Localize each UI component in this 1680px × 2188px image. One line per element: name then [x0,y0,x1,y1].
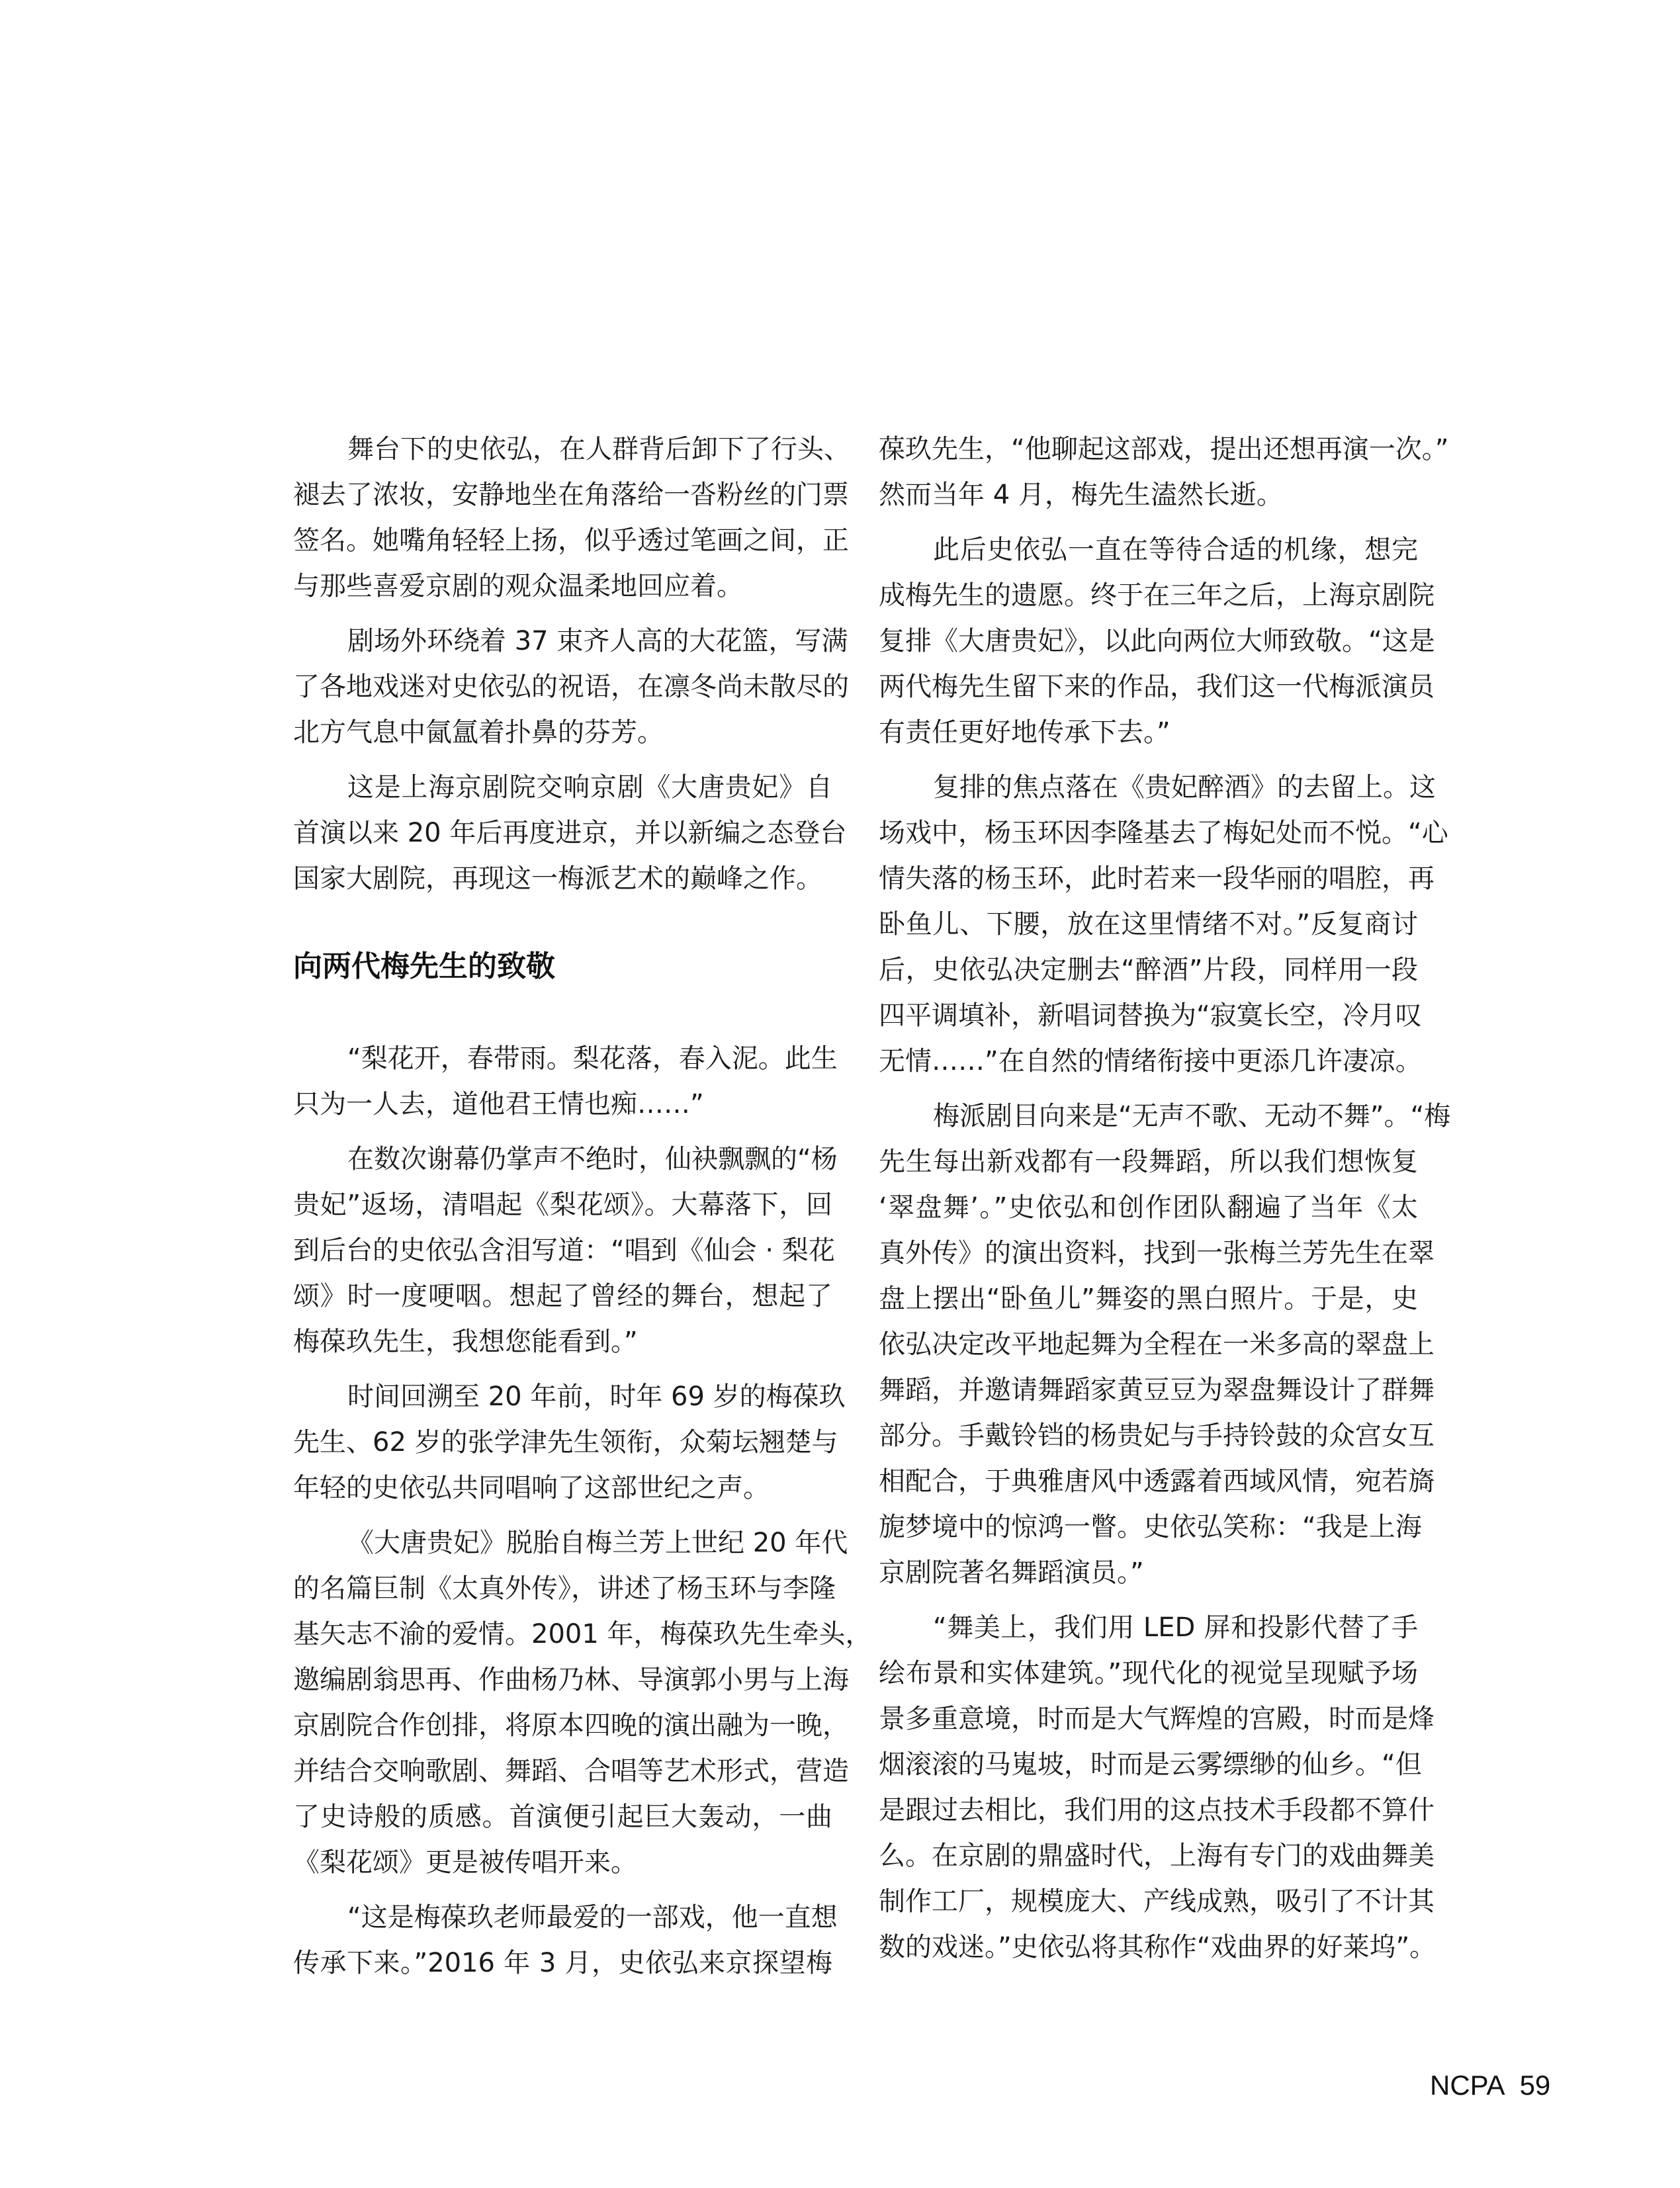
text-line: 有责任更好地传承下去。” [879,717,1171,748]
text-line: 真外传》的演出资料，找到一张梅兰芳先生在翠 [879,1238,1435,1268]
paragraph [293,1137,838,1365]
text-line: “舞美上，我们用 LED 屏和投影代替了手 [933,1612,1418,1643]
text-line: 景多重意境，时而是大气辉煌的宫殿，时而是烽 [879,1704,1435,1734]
page-number: 59 [1519,2070,1551,2101]
text-line: 在数次谢幕仍掌声不绝时，仙袂飘飘的“杨 [347,1144,838,1174]
text-line: 签名。她嘴角轻轻上扬，似乎透过笔画之间，正 [293,525,849,556]
paragraph [879,765,1448,1084]
text-line: 并结合交响歌剧、舞蹈、合唱等艺术形式，营造 [293,1756,849,1786]
text-line: 依弘决定改平地起舞为全程在一米多高的翠盘上 [879,1329,1435,1360]
text-line: 葆玖先生，“他聊起这部戏，提出还想再演一次。” [879,434,1449,464]
text-line: 舞蹈，并邀请舞蹈家黄豆豆为翠盘舞设计了群舞 [879,1375,1435,1405]
text-line: 邀编剧翁思再、作曲杨乃林、导演郭小男与上海 [293,1665,849,1695]
section-heading: 向两代梅先生的致敬 [293,949,555,983]
text-line: 剧场外环绕着 37 束齐人高的大花篮，写满 [347,626,848,656]
text-line: 京剧院合作创排，将原本四晚的演出融为一晚， [293,1710,849,1741]
paragraph [293,427,850,609]
text-line: 卧鱼儿、下腰，放在这里情绪不对。”反复商讨 [879,909,1418,940]
text-line: 相配合，于典雅唐风中透露着西域风情，宛若旖 [879,1466,1435,1497]
text-line: 只为一人去，道他君王情也痴……” [293,1089,704,1119]
text-line: 先生、62 岁的张学津先生领衔，众菊坛翘楚与 [293,1427,838,1458]
paragraph [879,527,1435,756]
text-line: 《梨花颂》更是被传唱开来。 [293,1847,637,1878]
paragraph [293,1374,846,1511]
text-line: 然而当年 4 月，梅先生溘然长逝。 [879,480,1283,510]
page-footer [1430,2070,1550,2101]
text-line: 后，史依弘决定删去“醉酒”片段，同样用一段 [879,955,1418,985]
paragraph [293,1895,838,1986]
text-line: 制作工厂，规模庞大、产线成熟，吸引了不计其 [879,1886,1435,1917]
text-line: 部分。手戴铃铛的杨贵妃与手持铃鼓的众宫女互 [879,1421,1435,1451]
text-line: 先生每出新戏都有一段舞蹈，所以我们想恢复 [879,1147,1418,1177]
paragraph [293,619,849,756]
text-line: 北方气息中氤氲着扑鼻的芬芳。 [293,717,664,748]
text-line: “梨花开，春带雨。梨花落，春入泥。此生 [347,1043,838,1074]
text-line: 两代梅先生留下来的作品，我们这一代梅派演员 [879,672,1435,702]
paragraph [879,427,1449,518]
text-line: 绘布景和实体建筑。”现代化的视觉呈现赋予场 [879,1658,1418,1688]
text-line: 了各地戏迷对史依弘的祝语，在凛冬尚未散尽的 [293,672,849,702]
text-line: 基矢志不渝的爱情。2001 年，梅葆玖先生牵头， [293,1619,872,1649]
text-line: 首演以来 20 年后再度进京，并以新编之态登台 [293,818,847,848]
text-line: 舞台下的史依弘，在人群背后卸下了行头、 [347,434,850,464]
paragraph [293,1036,838,1127]
text-line: 这是上海京剧院交响京剧《大唐贵妃》自 [347,772,832,803]
paragraph [293,765,847,902]
text-line: 褪去了浓妆，安静地坐在角落给一沓粉丝的门票 [293,480,849,510]
text-line: 四平调填补，新唱词替换为“寂寞长空，冷月叹 [879,1000,1422,1031]
text-line: 烟滚滚的马嵬坡，时而是云雾缥缈的仙乡。“但 [879,1749,1422,1780]
text-line: 年轻的史依弘共同唱响了这部世纪之声。 [293,1473,770,1503]
text-line: 场戏中，杨玉环因李隆基去了梅妃处而不悦。“心 [879,818,1448,848]
text-line: 此后史依弘一直在等待合适的机缘，想完 [933,535,1418,565]
text-line: 的名篇巨制《太真外传》，讲述了杨玉环与李隆 [293,1573,836,1604]
text-line: 贵妃”返场，清唱起《梨花颂》。大幕落下，回 [293,1190,832,1220]
text-line: 梅派剧目向来是“无声不歌、无动不舞”。“梅 [933,1101,1451,1131]
text-line: 传承下来。”2016 年 3 月，史依弘来京探望梅 [293,1948,832,1978]
text-line: 成梅先生的遗愿。终于在三年之后，上海京剧院 [879,580,1435,611]
text-line: 旎梦境中的惊鸿一瞥。史依弘笑称：“我是上海 [879,1512,1422,1542]
text-line: 梅葆玖先生，我想您能看到。” [293,1327,638,1357]
text-line: 颂》时一度哽咽。想起了曾经的舞台，想起了 [293,1281,832,1311]
article-column-left [293,427,872,1995]
text-line: 情失落的杨玉环，此时若来一段华丽的唱腔，再 [879,863,1435,894]
paragraph [879,1605,1437,1970]
text-line: 国家大剧院，再现这一梅派艺术的巅峰之作。 [293,863,822,894]
text-line: “这是梅葆玖老师最爱的一部戏，他一直想 [347,1902,838,1933]
text-line: 么。在京剧的鼎盛时代，上海有专门的戏曲舞美 [879,1841,1435,1871]
text-line: 复排的焦点落在《贵妃醉酒》的去留上。这 [933,772,1436,803]
text-line: 数的戏迷。”史依弘将其称作“戏曲界的好莱坞”。 [879,1932,1437,1962]
text-line: 是跟过去相比，我们用的这点技术手段都不算什 [879,1795,1435,1825]
article-column-right [879,427,1451,1980]
text-line: ‘翠盘舞’。”史依弘和创作团队翻遍了当年《太 [879,1192,1418,1223]
text-line: 京剧院著名舞蹈演员。” [879,1557,1144,1588]
publication-name: NCPA [1430,2070,1505,2101]
text-line: 了史诗般的质感。首演便引起巨大轰动，一曲 [293,1802,832,1832]
paragraph [293,1520,872,1886]
text-line: 与那些喜爱京剧的观众温柔地回应着。 [293,571,743,601]
paragraph [879,1094,1451,1596]
text-line: 到后台的史依弘含泪写道：“唱到《仙会 · 梨花 [293,1235,835,1266]
text-line: 时间回溯至 20 年前，时年 69 岁的梅葆玖 [347,1381,846,1412]
text-line: 《大唐贵妃》脱胎自梅兰芳上世纪 20 年代 [347,1528,848,1558]
text-line: 盘上摆出“卧鱼儿”舞姿的黑白照片。于是，史 [879,1284,1418,1314]
text-line: 无情……”在自然的情绪衔接中更添几许凄凉。 [879,1046,1422,1076]
text-line: 复排《大唐贵妃》，以此向两位大师致敬。“这是 [879,626,1435,656]
